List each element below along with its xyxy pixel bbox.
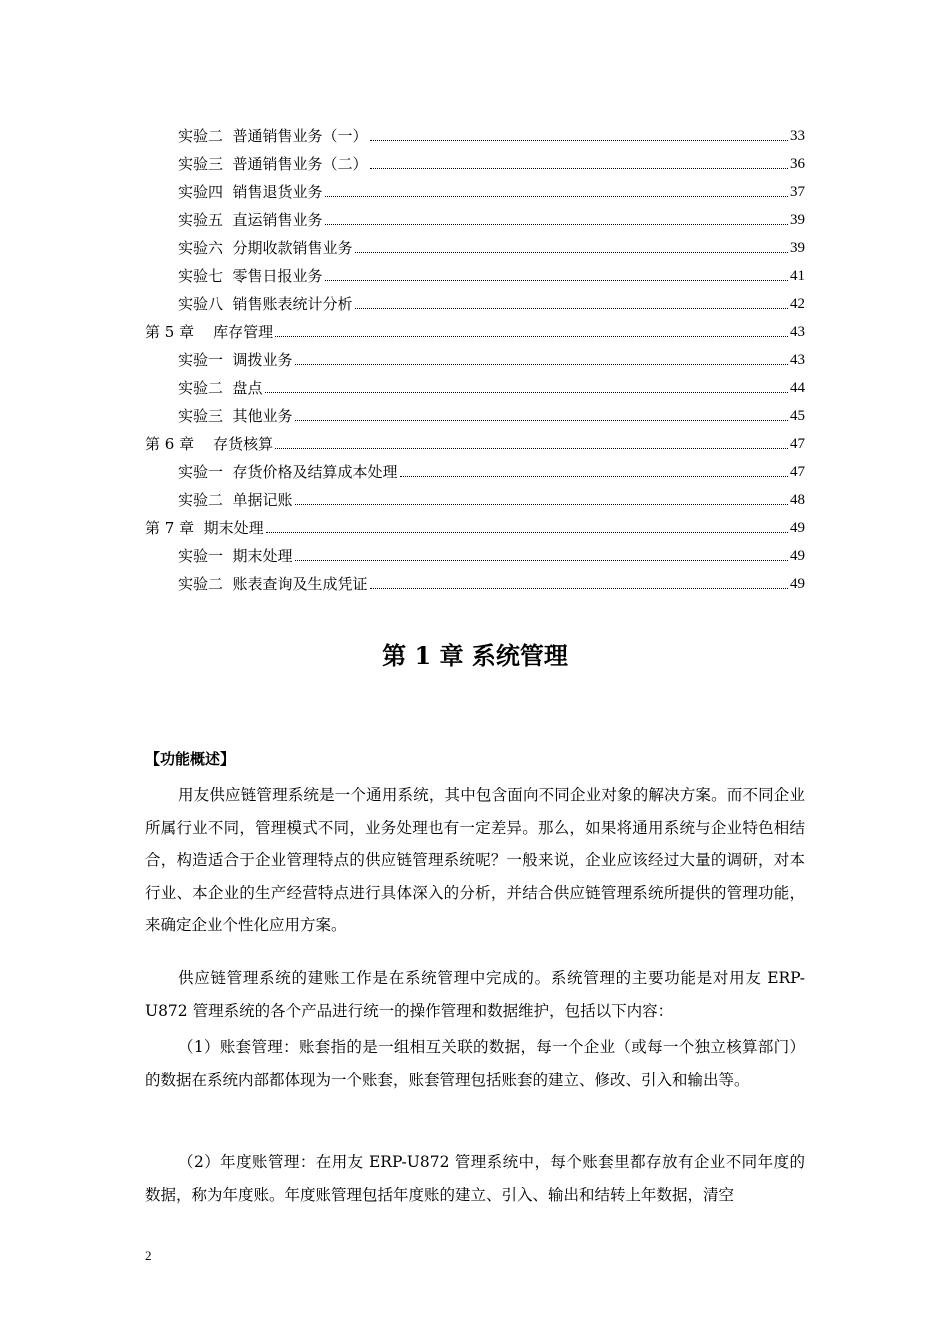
toc-entry-page: 37	[790, 184, 805, 200]
toc-entry[interactable]	[178, 286, 805, 314]
toc-leader-dots	[370, 168, 788, 169]
body-paragraph: （2）年度账管理：在用友 ERP-U872 管理系统中，每个账套里都存放有企业不同年度的数据，称为年度账。年度账管理包括年度账的建立、引入、输出和结转上年数据，清空	[145, 1153, 805, 1204]
toc-entry-page: 47	[790, 436, 805, 452]
toc-leader-dots	[370, 588, 788, 589]
toc-entry[interactable]	[178, 566, 805, 594]
toc-leader-dots	[355, 308, 788, 309]
toc-entry-page: 43	[790, 352, 805, 368]
section-heading: 【功能概述】	[145, 750, 236, 768]
toc-entry[interactable]	[178, 174, 805, 202]
toc-entry-title: 第 5 章 库存管理	[145, 323, 274, 341]
toc-leader-dots	[265, 392, 788, 393]
toc-entry[interactable]	[178, 342, 805, 370]
toc-entry-title: 实验一 期末处理	[178, 547, 293, 565]
toc-entry-title: 实验四 销售退货业务	[178, 183, 323, 201]
body-paragraph: 用友供应链管理系统是一个通用系统，其中包含面向不同企业对象的解决方案。而不同企业所属行业不同，管理模式不同，业务处理也有一定差异。那么，如果将通用系统与企业特色相结合，构造适合于企业管理特点的供应链管理系统呢？一般来说，企业应该经过大量的调研，对本行业、本企业的生产经营特点进行具体深入的分析，并结合供应链管理系统所提供的管理功能，来确定企业个性化应用方案。	[145, 786, 805, 934]
toc-entry-title: 第 7 章 期末处理	[145, 519, 264, 537]
toc-entry[interactable]	[178, 118, 805, 146]
toc-entry-page: 49	[790, 548, 805, 564]
toc-leader-dots	[355, 252, 788, 253]
toc-entry-page: 44	[790, 380, 805, 396]
toc-entry-title: 实验八 销售账表统计分析	[178, 295, 353, 313]
toc-entry-title: 第 6 章 存货核算	[145, 435, 274, 453]
toc-entry-page: 45	[790, 408, 805, 424]
toc-entry-page: 36	[790, 156, 805, 172]
toc-entry[interactable]	[178, 230, 805, 258]
toc-leader-dots	[275, 336, 788, 337]
toc-leader-dots	[295, 560, 788, 561]
toc-entry-page: 33	[790, 128, 805, 144]
toc-entry-title: 实验三 其他业务	[178, 407, 293, 425]
toc-entry[interactable]	[178, 398, 805, 426]
toc-entry[interactable]	[178, 146, 805, 174]
toc-leader-dots	[400, 476, 788, 477]
toc-entry-title: 实验六 分期收款销售业务	[178, 239, 353, 257]
toc-entry-page: 43	[790, 324, 805, 340]
toc-entry-page: 48	[790, 492, 805, 508]
toc-leader-dots	[275, 448, 788, 449]
toc-entry[interactable]	[178, 258, 805, 286]
toc-leader-dots	[295, 420, 788, 421]
toc-entry-title: 实验一 调拨业务	[178, 351, 293, 369]
toc-leader-dots	[295, 364, 788, 365]
toc-chapter-entry[interactable]	[145, 510, 805, 538]
toc-entry-page: 47	[790, 464, 805, 480]
toc-entry-title: 实验三 普通销售业务（二）	[178, 155, 368, 173]
toc-entry[interactable]	[178, 482, 805, 510]
toc-leader-dots	[325, 280, 788, 281]
chapter-title: 第 1 章 系统管理	[382, 641, 568, 670]
toc-entry-page: 41	[790, 268, 805, 284]
page-number: 2	[145, 1248, 152, 1263]
toc-entry-title: 实验五 直运销售业务	[178, 211, 323, 229]
toc-entry-title: 实验二 盘点	[178, 379, 263, 397]
toc-entry-title: 实验二 账表查询及生成凭证	[178, 575, 368, 593]
toc-leader-dots	[295, 504, 788, 505]
toc-chapter-entry[interactable]	[145, 426, 805, 454]
toc-entry[interactable]	[178, 454, 805, 482]
toc-chapter-entry[interactable]	[145, 314, 805, 342]
toc-leader-dots	[325, 196, 788, 197]
toc-leader-dots	[325, 224, 788, 225]
toc-leader-dots	[266, 532, 788, 533]
body-paragraph: （1）账套管理：账套指的是一组相互关联的数据，每一个企业（或每一个独立核算部门）的数据在系统内部都体现为一个账套，账套管理包括账套的建立、修改、引入和输出等。	[145, 1038, 805, 1089]
toc-entry[interactable]	[178, 370, 805, 398]
toc-entry-page: 49	[790, 520, 805, 536]
toc-entry-title: 实验一 存货价格及结算成本处理	[178, 463, 398, 481]
body-paragraph: 供应链管理系统的建账工作是在系统管理中完成的。系统管理的主要功能是对用友 ERP-U872 管理系统的各个产品进行统一的操作管理和数据维护，包括以下内容：	[145, 969, 805, 1020]
toc-entry-title: 实验二 单据记账	[178, 491, 293, 509]
toc-entry-page: 49	[790, 576, 805, 592]
toc-entry[interactable]	[178, 538, 805, 566]
toc-entry-page: 39	[790, 212, 805, 228]
toc-entry[interactable]	[178, 202, 805, 230]
toc-leader-dots	[370, 140, 788, 141]
toc-entry-title: 实验二 普通销售业务（一）	[178, 127, 368, 145]
toc-entry-page: 39	[790, 240, 805, 256]
toc-entry-page: 42	[790, 296, 805, 312]
toc-entry-title: 实验七 零售日报业务	[178, 267, 323, 285]
